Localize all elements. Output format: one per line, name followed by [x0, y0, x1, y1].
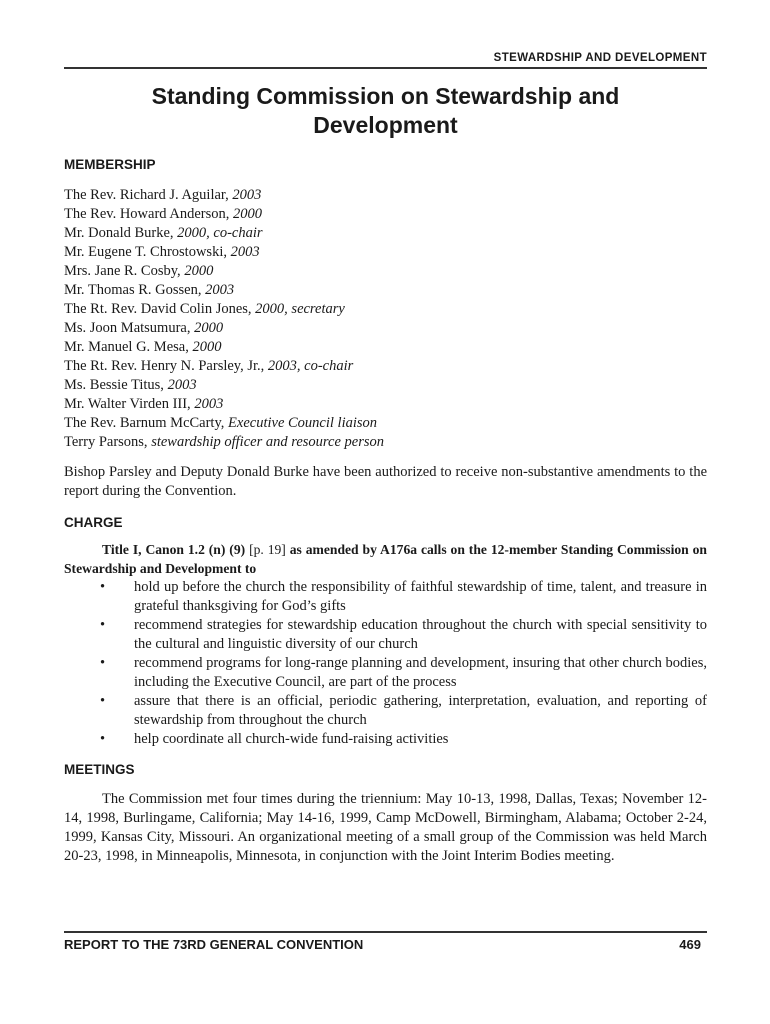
member-name: The Rt. Rev. Henry N. Parsley, Jr., — [64, 358, 268, 374]
member-note: stewardship officer and resource person — [151, 434, 384, 450]
page-number: 469 — [679, 937, 701, 952]
member-name: Mr. Donald Burke, — [64, 225, 178, 241]
charge-intro-rest: as amended by A176a calls on the 12-member Standing Commission on Stewardship and Development to — [64, 542, 707, 576]
charge-item-text: recommend programs for long-range planning and development, insuring that other church bodies, including the Executive Council, are part of the process — [134, 655, 707, 690]
member-note: 2003 — [194, 396, 224, 412]
member-item — [64, 395, 707, 414]
meetings-heading: MEETINGS — [64, 762, 135, 777]
member-name: The Rt. Rev. David Colin Jones, — [64, 301, 256, 317]
page-title — [64, 82, 707, 140]
title-line-2: Development — [313, 112, 458, 138]
member-note: 2000 — [192, 339, 222, 355]
member-name: Ms. Joon Matsumura, — [64, 320, 195, 336]
member-name: The Rev. Barnum McCarty, — [64, 415, 229, 431]
charge-item — [64, 578, 707, 616]
member-name: The Rev. Howard Anderson, — [64, 206, 233, 222]
charge-list — [64, 578, 707, 749]
charge-item — [64, 654, 707, 692]
member-note: 2000, co-chair — [177, 225, 263, 241]
member-note: 2003 — [205, 282, 235, 298]
member-note: 2000 — [233, 206, 262, 222]
member-name: Terry Parsons, — [64, 434, 152, 450]
member-item — [64, 414, 707, 433]
member-name: Mrs. Jane R. Cosby, — [64, 263, 185, 279]
member-item — [64, 186, 707, 205]
member-note: 2000 — [184, 263, 214, 279]
bullet-icon: • — [100, 579, 106, 595]
footer-report-title: REPORT TO THE 73RD GENERAL CONVENTION — [64, 937, 364, 952]
authorization-paragraph: Bishop Parsley and Deputy Donald Burke have been authorized to receive non-substantive amendments to the report during the Convention. — [64, 464, 707, 499]
bullet-icon: • — [100, 693, 106, 709]
member-item — [64, 300, 707, 319]
member-item — [64, 376, 707, 395]
member-note: Executive Council liaison — [228, 415, 378, 431]
member-item — [64, 205, 707, 224]
member-name: The Rev. Richard J. Aguilar, — [64, 187, 233, 203]
member-item — [64, 338, 707, 357]
charge-item — [64, 730, 707, 749]
member-item — [64, 433, 707, 452]
member-note: 2003, co-chair — [267, 358, 354, 374]
member-item — [64, 357, 707, 376]
member-item — [64, 319, 707, 338]
charge-item-text: assure that there is an official, periodic gathering, interpretation, evaluation, and reporting of stewardship from throughout the church — [134, 693, 707, 728]
document-page — [64, 52, 707, 866]
page-footer — [64, 931, 707, 952]
meetings-paragraph: The Commission met four times during the triennium: May 10-13, 1998, Dallas, Texas; November 12-14, 1998, Burlingame, California; May 14-16, 1999, Camp McDowell, Birmingham, Alabama; October 2-24, 1999, Kansas City, Missouri. An organizational meeting of a small group of the Commission was held March 20-23, 1998, in Minneapolis, Minnesota, in conjunction with the Joint Interim Bodies meeting. — [64, 791, 707, 864]
membership-list — [64, 186, 707, 452]
charge-item-text: hold up before the church the responsibility of faithful stewardship of time, talent, and treasure in grateful thanksgiving for God’s gifts — [134, 579, 707, 614]
charge-item — [64, 616, 707, 654]
member-name: Ms. Bessie Titus, — [64, 377, 168, 393]
membership-heading: MEMBERSHIP — [64, 157, 156, 172]
charge-item-text: recommend strategies for stewardship education throughout the church with special sensitivity to the cultural and linguistic diversity of our church — [134, 617, 707, 652]
member-note: 2003 — [232, 187, 262, 203]
member-note: 2000 — [194, 320, 224, 336]
member-name: Mr. Eugene T. Chrostowski, — [64, 244, 231, 260]
title-line-1: Standing Commission on Stewardship and — [151, 83, 620, 109]
charge-item-text: help coordinate all church-wide fund-raising activities — [134, 731, 449, 747]
charge-item — [64, 692, 707, 730]
charge-intro-page-ref: [p. 19] — [249, 542, 286, 557]
member-name: Mr. Manuel G. Mesa, — [64, 339, 193, 355]
member-note: 2003 — [230, 244, 260, 260]
charge-heading: CHARGE — [64, 515, 123, 530]
bullet-icon: • — [100, 617, 106, 633]
charge-intro-canon: Title I, Canon 1.2 (n) (9) — [102, 542, 250, 557]
member-item — [64, 262, 707, 281]
bullet-icon: • — [100, 655, 106, 671]
charge-intro — [64, 540, 707, 578]
member-name: Mr. Walter Virden III, — [64, 396, 195, 412]
running-head: STEWARDSHIP AND DEVELOPMENT — [64, 52, 707, 69]
member-item — [64, 243, 707, 262]
member-name: Mr. Thomas R. Gossen, — [64, 282, 206, 298]
member-note: 2003 — [167, 377, 197, 393]
bullet-icon: • — [100, 731, 106, 747]
member-note: 2000, secretary — [255, 301, 345, 317]
member-item — [64, 281, 707, 300]
member-item — [64, 224, 707, 243]
